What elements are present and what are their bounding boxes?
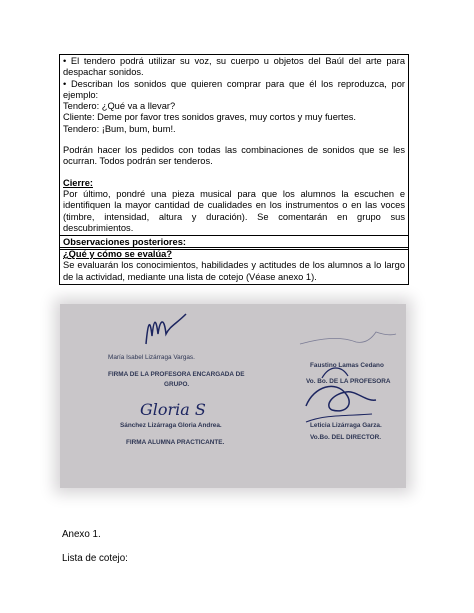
right-role-1: Vo. Bo. DE LA PROFESORA: [306, 378, 391, 385]
activity-section: [60, 55, 408, 236]
right-role-2: Vo.Bo. DEL DIRECTOR.: [310, 434, 382, 441]
lesson-box-evaluation: [59, 247, 409, 285]
cierre-heading: Cierre:: [63, 177, 93, 188]
bullet-instruction-2: • Describan los sonidos que quieren comprar para que él los reproduzca, por ejemplo:: [63, 78, 405, 100]
left-name-2: Sánchez Lizárraga Gloria Andrea.: [120, 422, 222, 429]
left-role-1b: GRUPO.: [164, 381, 190, 388]
left-name-1: María Isabel Lizárraga Vargas.: [108, 354, 195, 361]
handwritten-signature: Gloria S: [140, 400, 206, 419]
evaluacion-text: Se evaluarán los conocimientos, habilidades y actitudes de los alumnos a lo largo de la actividad, mediante una lista de cotejo (Véase anexo 1).: [63, 260, 405, 282]
bullet-instruction-1: • El tendero podrá utilizar su voz, su cuerpo u objetos del Baúl del arte para despachar sonidos.: [63, 56, 405, 78]
dialog-line-2: Cliente: Deme por favor tres sonidos graves, muy cortos y muy fuertes.: [63, 112, 356, 123]
lista-de-cotejo-label: Lista de cotejo:: [62, 553, 128, 564]
lesson-box-top: [59, 54, 409, 250]
activity-closing-paragraph: Podrán hacer los pedidos con todas las combinaciones de sonidos que se les ocurran. Todos podrán ser tenderos.: [63, 145, 405, 167]
left-role-2: FIRMA ALUMNA PRACTICANTE.: [126, 439, 225, 446]
left-role-1a: FIRMA DE LA PROFESORA ENCARGADA DE: [108, 371, 245, 378]
dialog-line-1: Tendero: ¿Qué va a llevar?: [63, 101, 176, 112]
signature-scribbles: [60, 304, 406, 488]
observaciones-heading: Observaciones posteriores:: [63, 237, 186, 248]
evaluacion-heading: ¿Qué y cómo se evalúa?: [63, 249, 173, 259]
right-name-1: Faustino Lamas Cedano: [310, 362, 384, 369]
right-name-2: Leticia Lizárraga Garza.: [310, 422, 382, 429]
anexo-label: Anexo 1.: [62, 529, 101, 540]
dialog-line-3: Tendero: ¡Bum, bum, bum!.: [63, 123, 176, 134]
evaluacion-section: [60, 248, 408, 284]
cierre-text: Por último, pondré una pieza musical para que los alumnos la escuchen e identifiquen la mayor cantidad de cualidades en los instrumentos o en las voces (timbre, intensidad, altura y duración). Se comentarán en grupo sus descubrimientos.: [63, 188, 405, 233]
signatures-photo: [60, 304, 406, 488]
